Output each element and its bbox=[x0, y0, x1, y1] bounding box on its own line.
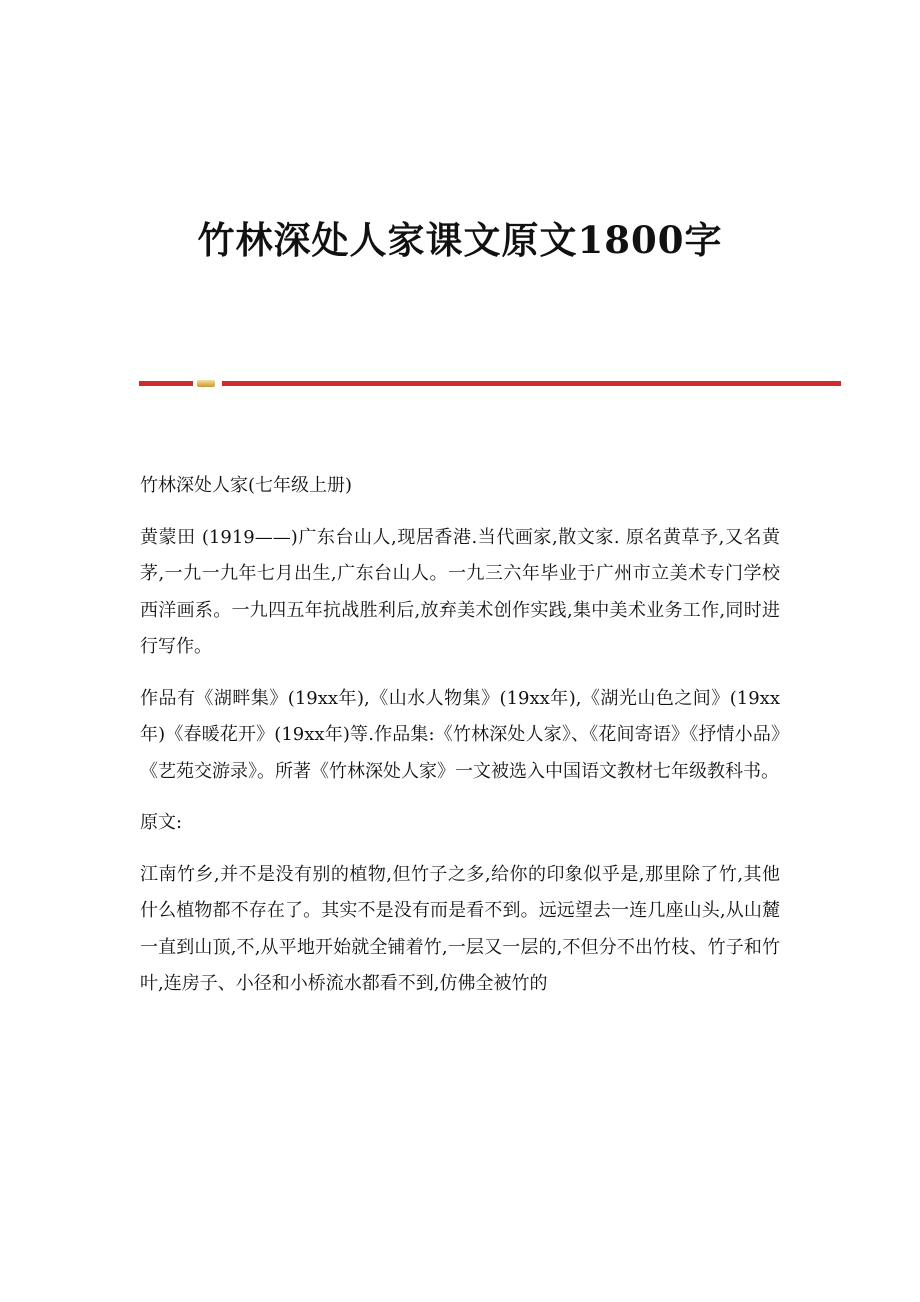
divider-ornament-icon bbox=[197, 380, 215, 387]
divider-bar-left bbox=[139, 381, 193, 386]
paragraph-works: 作品有《湖畔集》(19xx年),《山水人物集》(19xx年),《湖光山色之间》(19xx年)《春暖花开》(19xx年)等.作品集:《竹林深处人家》、《花间寄语》《抒情小品》《艺苑交游录》。所著《竹林深处人家》一文被选入中国语文教材七年级教科书。 bbox=[140, 687, 780, 782]
page-title: 竹林深处人家课文原文1800字 bbox=[197, 218, 723, 262]
document-body bbox=[140, 468, 780, 1018]
paragraph-original-text: 江南竹乡,并不是没有别的植物,但竹子之多,给你的印象似乎是,那里除了竹,其他什么植物都不存在了。其实不是没有而是看不到。远远望去一连几座山头,从山麓一直到山顶,不,从平地开始就全铺着竹,一层又一层的,不但分不出竹枝、竹子和竹叶,连房子、小径和小桥流水都看不到,仿佛全被竹的 bbox=[140, 863, 780, 994]
title-divider bbox=[139, 380, 841, 388]
paragraph-original-label: 原文: bbox=[140, 812, 183, 833]
divider-bar-right bbox=[222, 381, 841, 386]
paragraph-author-bio: 黄蒙田 (1919——)广东台山人,现居香港.当代画家,散文家. 原名黄草予,又名黄茅,一九一九年七月出生,广东台山人。一九三六年毕业于广州市立美术专门学校西洋画系。一九四五年抗战胜利后,放弃美术创作实践,集中美术业务工作,同时进行写作。 bbox=[140, 526, 780, 657]
paragraph-subtitle: 竹林深处人家(七年级上册) bbox=[140, 475, 353, 496]
